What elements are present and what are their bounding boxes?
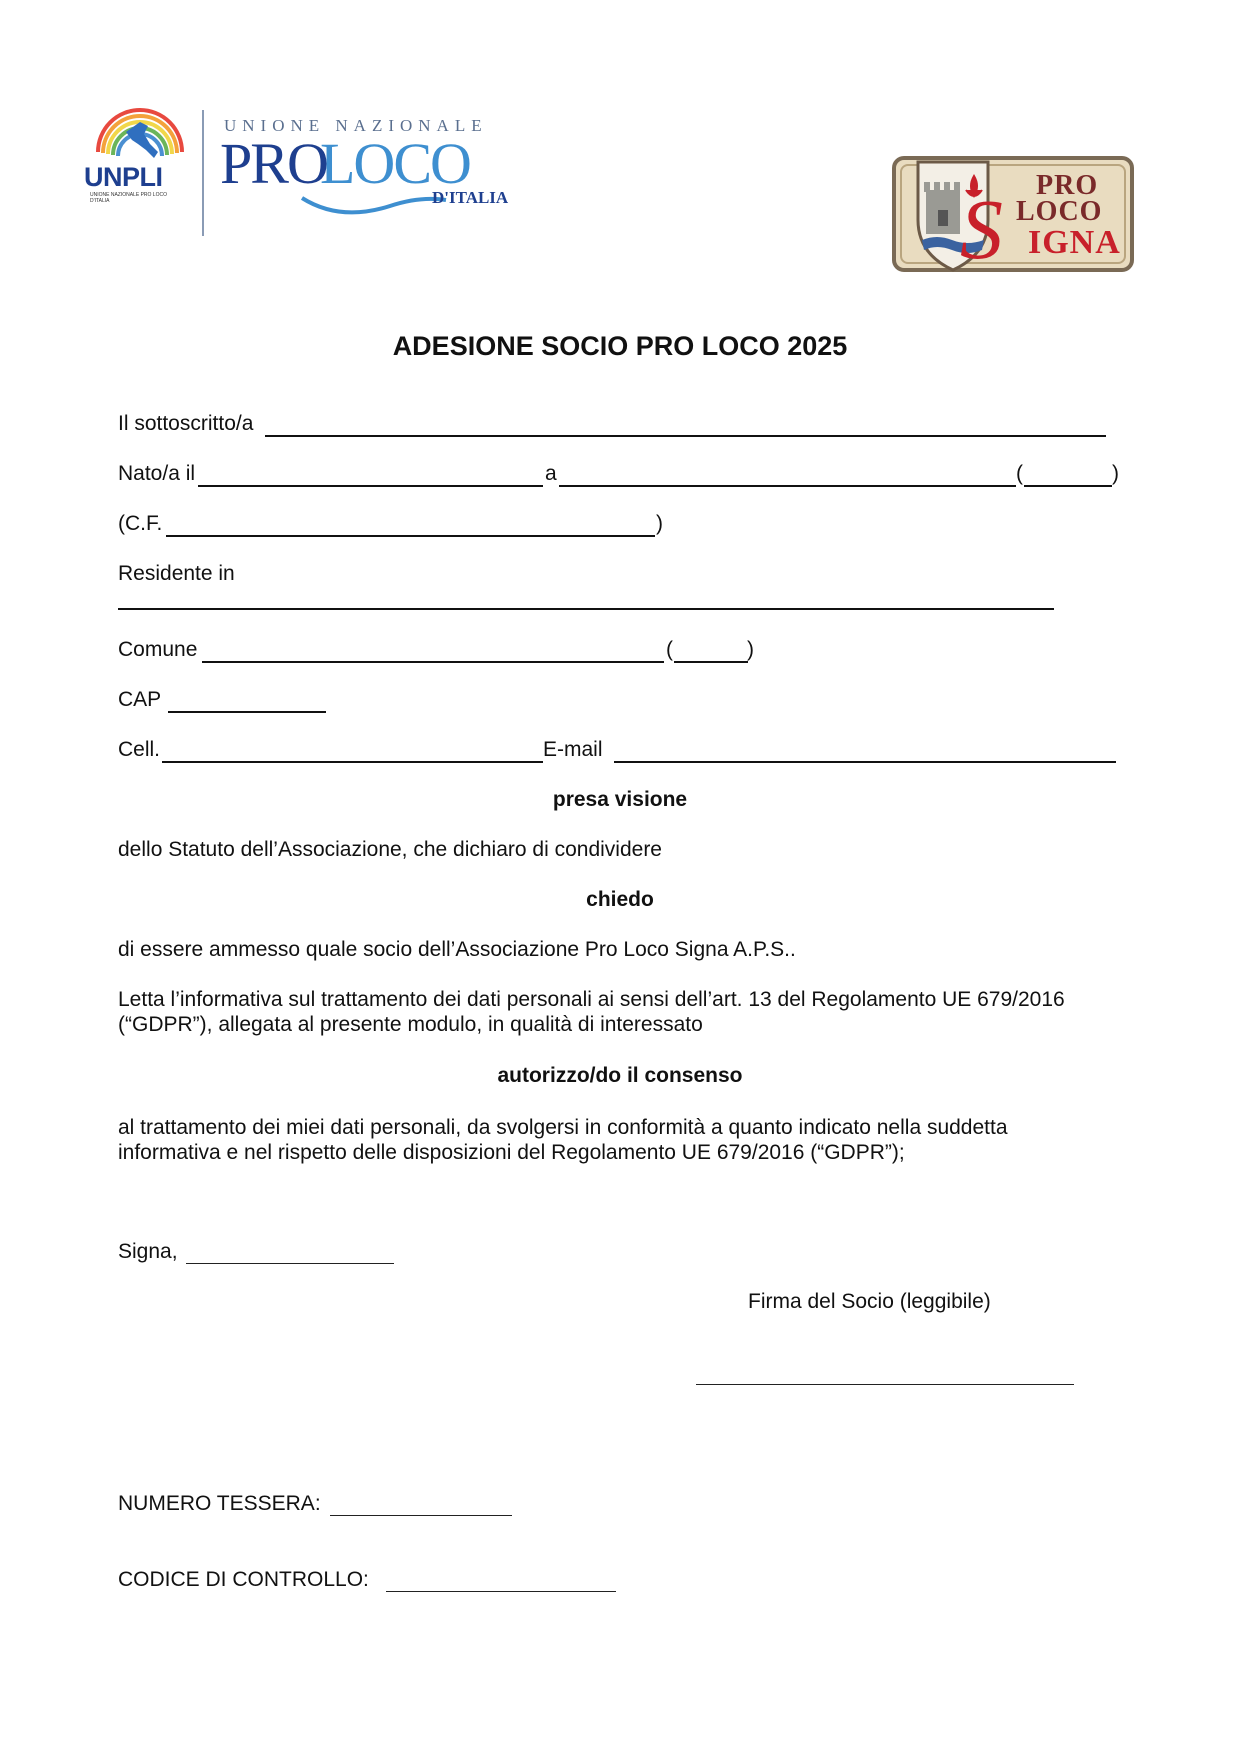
cell-line[interactable]: [162, 761, 543, 763]
comune-label: Comune: [118, 638, 198, 661]
comune-prov-open: (: [666, 638, 673, 661]
cell-label: Cell.: [118, 738, 161, 761]
email-label: E-mail: [543, 738, 603, 761]
trattamento-line-2: informativa e nel rispetto delle disposizioni del Regolamento UE 679/2016 (“GDPR”);: [118, 1141, 905, 1164]
cf-close: ): [656, 512, 663, 535]
unpli-loco-text: LOCO: [320, 131, 470, 196]
autorizzo-heading: autorizzo/do il consenso: [497, 1064, 743, 1087]
trattamento-line-1: al trattamento dei miei dati personali, da svolgersi in conformità a quanto indicato nella suddetta: [118, 1116, 1008, 1139]
firma-label: Firma del Socio (leggibile): [748, 1290, 991, 1313]
unpli-wave-icon: [300, 188, 450, 218]
a-label: a: [545, 462, 557, 485]
unpli-pro-text: PRO: [220, 131, 327, 196]
residente-line[interactable]: [118, 608, 1054, 610]
unpli-ditalia-text: D'ITALIA: [432, 188, 509, 207]
signa-loco-text: LOCO: [1016, 196, 1103, 227]
unpli-acronym: UNPLI: [84, 162, 163, 192]
cap-line[interactable]: [168, 711, 326, 713]
signa-place-label: Signa,: [118, 1240, 178, 1263]
sottoscritto-label: Il sottoscritto/a: [118, 412, 254, 435]
statuto-text: dello Statuto dell’Associazione, che dichiaro di condividere: [118, 838, 662, 861]
numero-tessera-line[interactable]: [330, 1515, 512, 1516]
cap-label: CAP: [118, 688, 162, 711]
comune-prov-line[interactable]: [674, 661, 748, 663]
chiedo-heading: chiedo: [586, 888, 654, 911]
comune-prov-close: ): [747, 638, 754, 661]
informativa-line-2: (“GDPR”), allegata al presente modulo, in qualità di interessato: [118, 1013, 703, 1036]
pro-loco-signa-logo: [892, 150, 1134, 276]
birth-prov-close: ): [1112, 462, 1119, 485]
residente-label: Residente in: [118, 562, 235, 585]
email-line[interactable]: [614, 761, 1116, 763]
numero-tessera-label: NUMERO TESSERA:: [118, 1492, 321, 1515]
nato-label: Nato/a il: [118, 462, 196, 485]
codice-controllo-line[interactable]: [386, 1591, 616, 1592]
unpli-logo: [84, 104, 509, 236]
signa-igna-text: IGNA: [1028, 224, 1121, 261]
sottoscritto-line[interactable]: [265, 435, 1106, 437]
comune-line[interactable]: [202, 661, 664, 663]
birth-date-line[interactable]: [198, 485, 543, 487]
unpli-tagline: UNIONE NAZIONALE PRO LOCO D'ITALIA: [90, 192, 167, 204]
unpli-header-text: UNIONE NAZIONALE: [224, 116, 488, 135]
presa-visione-heading: presa visione: [552, 788, 688, 811]
cf-line[interactable]: [166, 535, 655, 537]
ammesso-text: di essere ammesso quale socio dell’Associazione Pro Loco Signa A.P.S..: [118, 938, 796, 961]
cf-label: (C.F.: [118, 512, 163, 535]
firma-line[interactable]: [696, 1384, 1074, 1385]
birth-prov-line[interactable]: [1024, 485, 1112, 487]
codice-controllo-label: CODICE DI CONTROLLO:: [118, 1568, 369, 1591]
signa-pro-text: PRO: [1036, 170, 1099, 201]
birth-place-line[interactable]: [559, 485, 1016, 487]
date-line[interactable]: [186, 1263, 394, 1264]
birth-prov-open: (: [1016, 462, 1023, 485]
page-title: ADESIONE SOCIO PRO LOCO 2025: [392, 331, 848, 361]
signa-s-initial: S: [960, 181, 1003, 277]
informativa-line-1: Letta l’informativa sul trattamento dei dati personali ai sensi dell’art. 13 del Regolamento UE 679/2016: [118, 988, 1065, 1011]
